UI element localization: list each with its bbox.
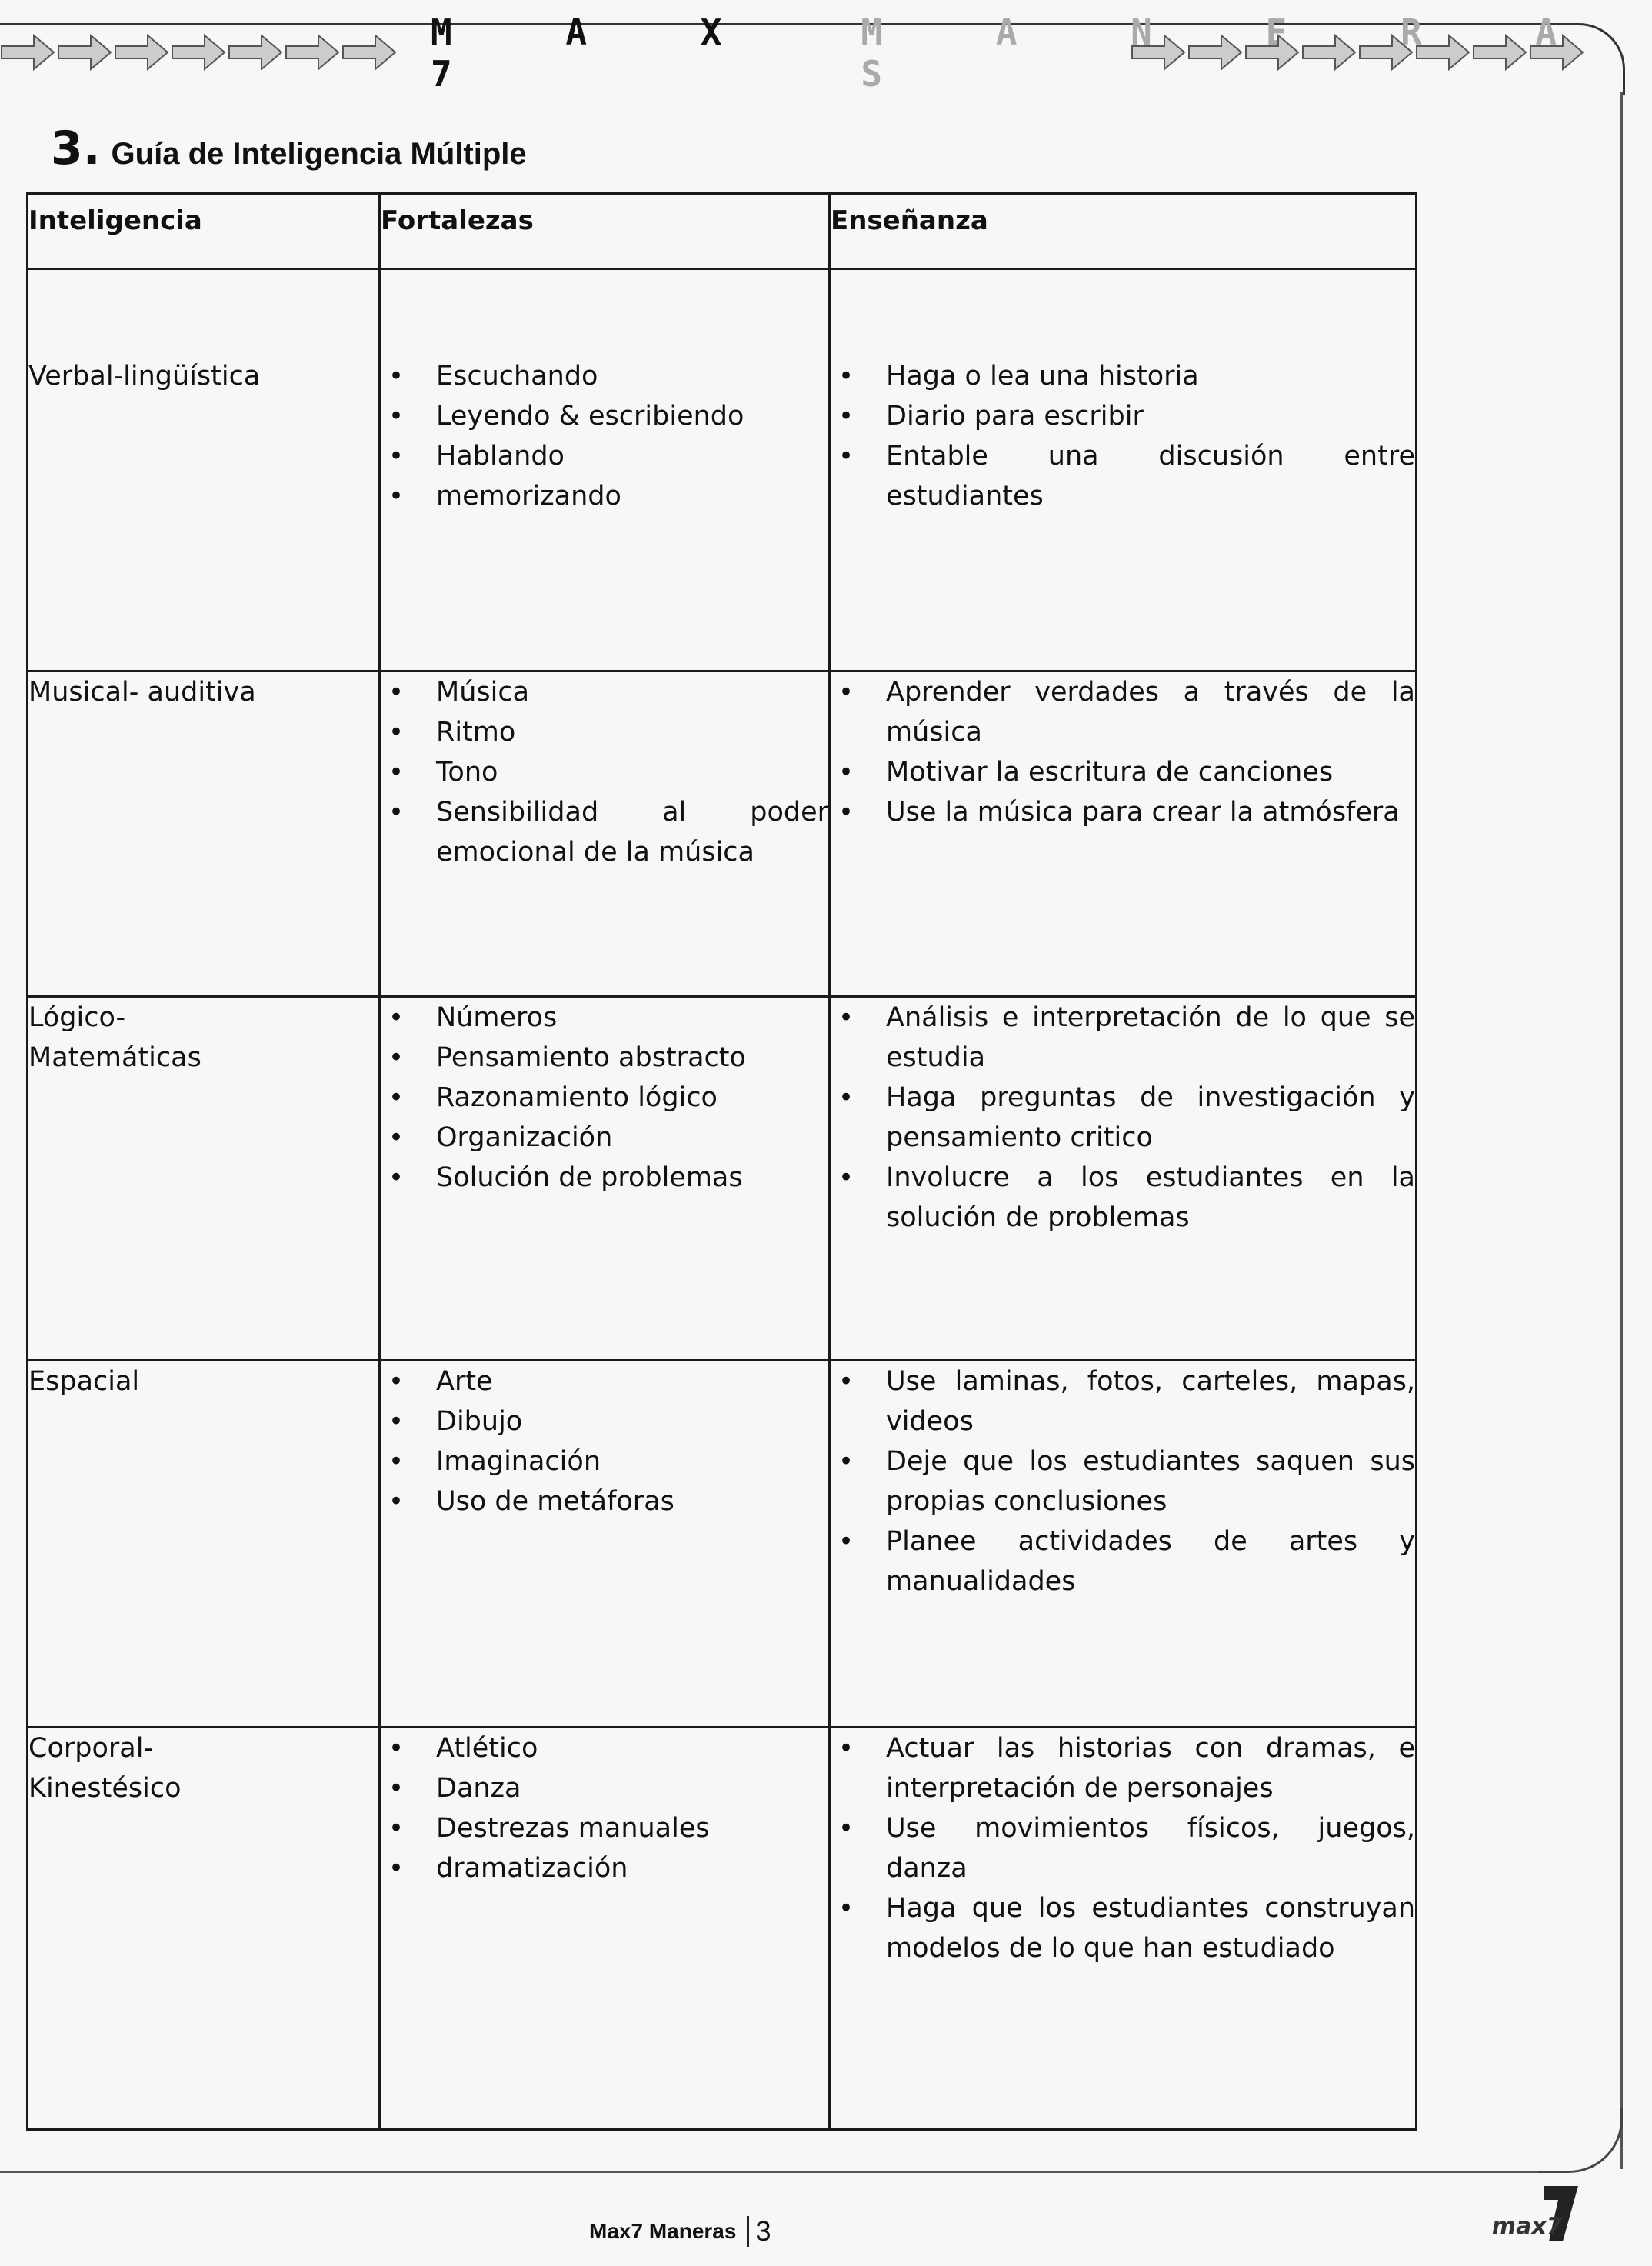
list-item: • Use laminas, fotos, carteles, mapas, videos bbox=[831, 1361, 1415, 1441]
intelligence-name-line1: Lógico- bbox=[28, 1002, 126, 1033]
teaching-list bbox=[831, 356, 1415, 516]
intelligence-name-line1: Corporal- bbox=[28, 1733, 154, 1764]
arrow-icon bbox=[228, 31, 283, 74]
section-title-text: Guía de Inteligencia Múltiple bbox=[111, 137, 527, 171]
banner-arrows-left bbox=[0, 31, 398, 77]
table-header-row bbox=[28, 194, 1417, 269]
page-border-right bbox=[1620, 92, 1623, 2169]
spacer-cell bbox=[28, 269, 380, 357]
list-item: • dramatización bbox=[381, 1848, 828, 1888]
teaching-cell bbox=[830, 356, 1417, 671]
strengths-list bbox=[381, 356, 828, 516]
list-item: • Escuchando bbox=[381, 356, 828, 396]
teaching-cell bbox=[830, 1361, 1417, 1728]
arrow-icon bbox=[0, 31, 55, 74]
strengths-list bbox=[381, 672, 828, 872]
teaching-cell bbox=[830, 997, 1417, 1361]
list-item: • Uso de metáforas bbox=[381, 1481, 828, 1521]
arrow-icon bbox=[1301, 31, 1357, 74]
list-item: • Destrezas manuales bbox=[381, 1808, 828, 1848]
arrow-icon bbox=[341, 31, 397, 74]
list-item: • Solución de problemas bbox=[381, 1158, 828, 1198]
arrow-icon bbox=[1529, 31, 1584, 74]
list-item: • Entable una discusión entre estudiantes bbox=[831, 436, 1415, 516]
strengths-list bbox=[381, 1361, 828, 1521]
intelligence-name: Musical- auditiva bbox=[28, 677, 256, 708]
strengths-cell bbox=[380, 671, 830, 997]
list-item: • Motivar la escritura de canciones bbox=[831, 752, 1415, 792]
list-item: • memorizando bbox=[381, 476, 828, 516]
intelligence-name: Espacial bbox=[28, 1366, 140, 1397]
banner-brand-light: M A N E R A S bbox=[861, 12, 1604, 95]
list-item: • Tono bbox=[381, 752, 828, 792]
header-intelligence: Inteligencia bbox=[28, 194, 380, 269]
logo-text: max7 bbox=[1489, 2213, 1565, 2240]
strengths-list bbox=[381, 998, 828, 1198]
list-item: • Hablando bbox=[381, 436, 828, 476]
list-item: • Use movimientos físicos, juegos, danza bbox=[831, 1808, 1415, 1888]
strengths-cell bbox=[380, 1361, 830, 1728]
list-item: • Diario para escribir bbox=[831, 396, 1415, 436]
list-item: • Deje que los estudiantes saquen sus propias conclusiones bbox=[831, 1441, 1415, 1521]
strengths-cell bbox=[380, 997, 830, 1361]
list-item: • Sensibilidad al poder emocional de la música bbox=[381, 792, 828, 872]
list-item: • Pensamiento abstracto bbox=[381, 1038, 828, 1078]
intelligence-cell bbox=[28, 1361, 380, 1728]
spacer-cell bbox=[830, 269, 1417, 357]
footer-label: Max7 Maneras bbox=[589, 2219, 737, 2243]
arrow-icon bbox=[1131, 31, 1186, 74]
teaching-cell bbox=[830, 1728, 1417, 2130]
spacer-cell bbox=[380, 269, 830, 357]
teaching-list bbox=[831, 672, 1415, 832]
list-item: • Danza bbox=[381, 1768, 828, 1808]
footer-rule bbox=[0, 2171, 1538, 2173]
table-row bbox=[28, 1728, 1417, 2130]
table-spacer-row bbox=[28, 269, 1417, 357]
teaching-cell bbox=[830, 671, 1417, 997]
arrow-icon bbox=[171, 31, 226, 74]
list-item: • Imaginación bbox=[381, 1441, 828, 1481]
list-item: • Leyendo & escribiendo bbox=[381, 396, 828, 436]
list-item: • Arte bbox=[381, 1361, 828, 1401]
intelligence-cell bbox=[28, 997, 380, 1361]
intelligence-guide-table bbox=[26, 192, 1417, 2131]
banner-brand-dark: M A X 7 bbox=[431, 12, 768, 95]
list-item: • Organización bbox=[381, 1118, 828, 1158]
list-item: • Aprender verdades a través de la música bbox=[831, 672, 1415, 752]
arrow-icon bbox=[1415, 31, 1470, 74]
footer-separator bbox=[747, 2216, 749, 2247]
strengths-cell bbox=[380, 356, 830, 671]
header-strengths: Fortalezas bbox=[380, 194, 830, 269]
arrow-icon bbox=[114, 31, 169, 74]
arrow-icon bbox=[1358, 31, 1414, 74]
list-item: • Música bbox=[381, 672, 828, 712]
teaching-list bbox=[831, 998, 1415, 1238]
max7-logo bbox=[1489, 2183, 1581, 2244]
teaching-list bbox=[831, 1728, 1415, 1968]
intelligence-cell bbox=[28, 1728, 380, 2130]
list-item: • Haga que los estudiantes construyan modelos de lo que han estudiado bbox=[831, 1888, 1415, 1968]
list-item: • Ritmo bbox=[381, 712, 828, 752]
list-item: • Use la música para crear la atmósfera bbox=[831, 792, 1415, 832]
intelligence-name: Verbal-lingüística bbox=[28, 361, 261, 392]
list-item: • Números bbox=[381, 998, 828, 1038]
arrow-icon bbox=[57, 31, 112, 74]
table-row bbox=[28, 356, 1417, 671]
arrow-icon bbox=[1472, 31, 1527, 74]
table-row bbox=[28, 997, 1417, 1361]
list-item: • Involucre a los estudiantes en la solución de problemas bbox=[831, 1158, 1415, 1238]
list-item: • Actuar las historias con dramas, e interpretación de personajes bbox=[831, 1728, 1415, 1808]
strengths-list bbox=[381, 1728, 828, 1888]
teaching-list bbox=[831, 1361, 1415, 1601]
page-border-corner bbox=[1530, 2108, 1623, 2173]
list-item: • Razonamiento lógico bbox=[381, 1078, 828, 1118]
list-item: • Dibujo bbox=[381, 1401, 828, 1441]
intelligence-cell bbox=[28, 356, 380, 671]
table-row bbox=[28, 671, 1417, 997]
arrow-icon bbox=[1187, 31, 1243, 74]
intelligence-name-line2: Matemáticas bbox=[28, 1042, 202, 1073]
intelligence-name-line2: Kinestésico bbox=[28, 1773, 182, 1804]
section-title bbox=[51, 122, 527, 175]
header-teaching: Enseñanza bbox=[830, 194, 1417, 269]
intelligence-cell bbox=[28, 671, 380, 997]
arrow-icon bbox=[285, 31, 340, 74]
arrow-icon bbox=[1244, 31, 1300, 74]
list-item: • Haga preguntas de investigación y pensamiento critico bbox=[831, 1078, 1415, 1158]
list-item: • Atlético bbox=[381, 1728, 828, 1768]
table-row bbox=[28, 1361, 1417, 1728]
banner-arrows-right bbox=[1131, 31, 1586, 77]
page-number: 3 bbox=[755, 2215, 771, 2247]
list-item: • Planee actividades de artes y manualidades bbox=[831, 1521, 1415, 1601]
strengths-cell bbox=[380, 1728, 830, 2130]
section-number: 3. bbox=[51, 122, 101, 175]
list-item: • Análisis e interpretación de lo que se estudia bbox=[831, 998, 1415, 1078]
page-footer bbox=[589, 2215, 771, 2248]
list-item: • Haga o lea una historia bbox=[831, 356, 1415, 396]
